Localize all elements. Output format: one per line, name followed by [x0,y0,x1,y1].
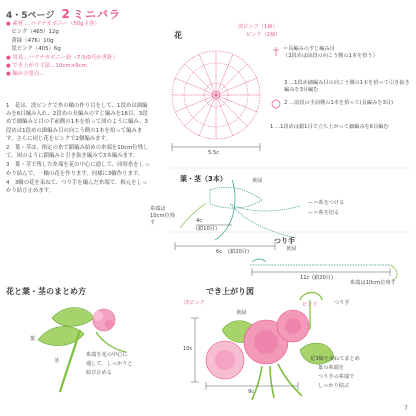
assembly-note-2: 通して、しっかりと [86,361,133,367]
page-ref: 4・5ページ [6,11,55,21]
leaf-dim-2: 6c [216,249,223,255]
leaf-dim-1b: (鎖10目) [196,226,218,232]
finished-note-4: しっかり結ぶ [318,383,350,389]
finished-note-1: 花3輪を束ねてまとめ [310,356,360,362]
leaf-note-cut: ー＝糸を切る [308,210,340,216]
legend-row-2: 2 …前段の手前側の1本を拾って(長編みを3目) [284,100,393,106]
instruction-step: 2 葉・茎は、指定の糸で鎖編み始めの糸端を10cm位残して、図のように鎖編みと引き抜き編みで3本編みます。 [6,145,149,160]
leaf-dims [175,225,275,250]
assembly-stem-label: 茎 [54,358,60,364]
material-line: 黄緑（476）10g [6,37,54,44]
leaf-color: 黄緑 [252,178,263,184]
finished-note-3: つり手の糸端で [318,374,355,380]
legend-row-3: 3 …1段め細編み目の向こう側の1本を拾って引き抜き編みを3目編む [284,80,410,93]
flower-chart [172,51,260,139]
leaf-note-attach: ー＝糸をつける [308,200,345,206]
flower-dim-label: 5.5c [208,150,220,156]
finished-note-2: 葉の糸端を [318,365,344,371]
finished-color-1: 淡ピンク [184,300,205,306]
instruction-step: 4 3輪の花を束ねて、つり手を編んだ糸端で、根元をしっかり結び止めます。 [6,179,148,195]
legend-stitch-icon [272,47,280,108]
material-line: 淡ピンク（405）6g [6,46,61,53]
instruction-step: 3 葉・茎で残した糸端を花の中心に通して、同時糸をしっかり結んで、一輪の花を作ります。同様に3輪作ります。 [6,162,150,177]
item-name: ミニバラ [73,8,121,21]
material-line: ● 素材 …ハマナカボニー（50g玉巻） [6,21,100,27]
legend-row-1: 1 …1段めは鎖1目で立ち上がって細編みを6目編む [270,124,389,130]
assembly-label: 花と葉・茎のまとめ方 [6,287,86,296]
assembly-note-1: 糸端を花の中心に [86,352,128,358]
material-line: ピンク（465）12g [6,29,59,36]
leaf-dim-2b: (鎖20目) [228,249,250,255]
hanger-dim-b: (鎖20目) [312,275,334,281]
flower-color-2: ピンク（2個） [246,32,281,38]
hanger-note: 糸端は10cm位残す [350,280,396,286]
assembly-leaf-label: 葉 [30,336,36,342]
flower-color-1: 淡ピンク（1個） [238,24,278,30]
material-line: ● 編み方要点… [6,71,45,78]
assembly-illustration [38,308,126,393]
finished-height: 10c [183,346,193,352]
hanger-color: 黄緑 [286,246,297,252]
finished-hanger-label: つり手 [334,300,350,306]
legend-1: ＝長編みのすじ編み目 [283,46,335,52]
assembly-note-3: 結び止める [86,370,112,376]
hanger-dim: 11c [300,275,310,281]
finished-label: でき上がり図 [206,287,254,296]
leaf-dim-1: 4c [196,218,203,224]
hanger-label: つり手 [274,237,295,245]
instruction-step: 1 花は、淡ピンクで糸の輪の作り目をして、1段めは細編みを6目編み入れ、2段めの長編みのすじ編みを18目、3段めで細編みと目の手前側の1本を拾って図のように編み、3段めは1段めの細編み目の向こう側の1本を拾って編みます。さらに同じ花をピンクで2個編みます。 [6,103,148,142]
page-number: 7 [404,405,408,412]
flower-label: 花 [174,31,182,40]
item-number: 2 [61,7,70,21]
finished-color-2: ピンク [302,302,318,308]
finished-width: 9c [248,389,255,395]
material-line: ● でき上がり寸法…10cm×9cm [6,63,87,70]
material-line: ● 用具…ハマナカボニー針（7.5/0号かぎ針） [6,54,118,61]
legend-2: （2段めは前段の向こう側の1本を拾う） [283,53,378,59]
leaf-note-tail: 糸端は10cm位残す [150,206,175,226]
leaf-label: 葉・茎（3本） [180,175,227,183]
finished-color-3: 黄緑 [236,310,247,316]
